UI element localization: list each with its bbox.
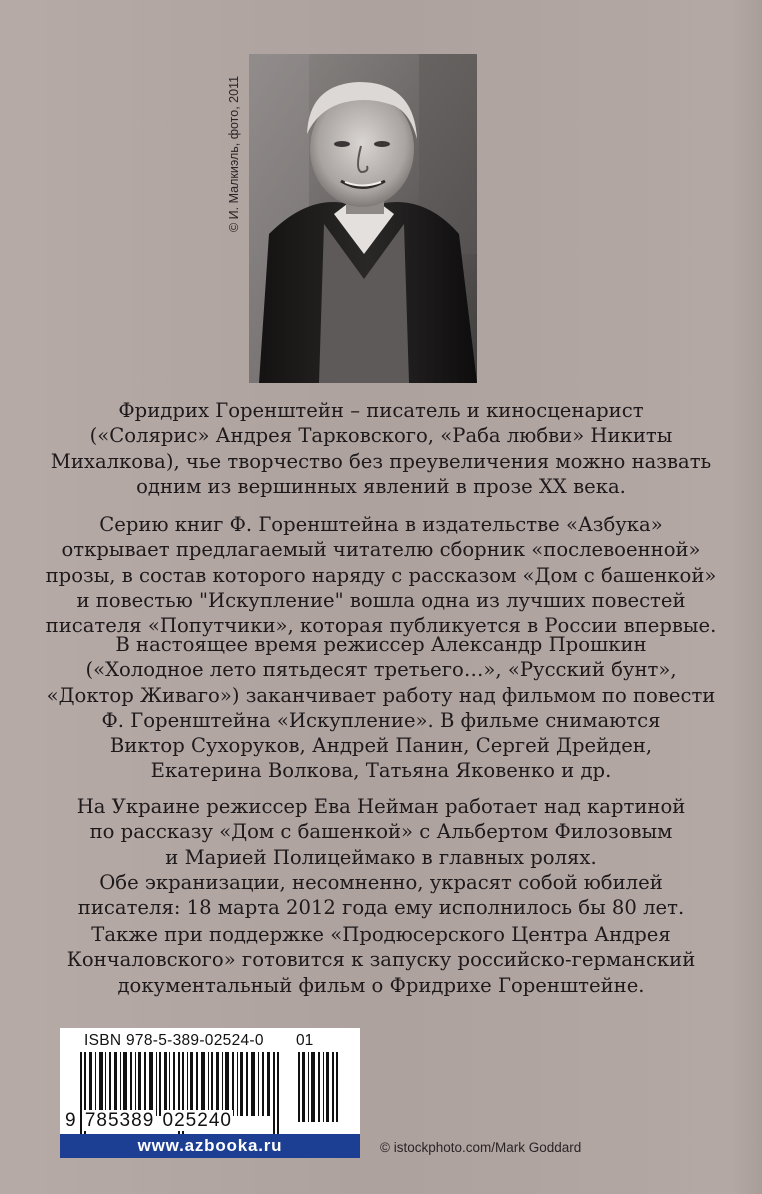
addon-bars (297, 1052, 339, 1122)
text-line: Михалкова), чье творчество без преувеличения можно назвать (50, 449, 712, 473)
text-line: Обе экранизации, несомненно, украсят собой юбилей (99, 870, 663, 894)
description-paragraph-1 (40, 398, 722, 499)
description-paragraph-3 (40, 632, 722, 784)
text-line: Серию книг Ф. Горенштейна в издательстве «Азбука» (99, 513, 663, 536)
text-line: Виктор Сухоруков, Андрей Панин, Сергей Дрейден, (109, 734, 653, 758)
publisher-website: www.azbooka.ru (60, 1134, 360, 1158)
text-line: и повестью "Искупление" вошла одна из лучших повестей (76, 588, 686, 612)
text-line: прозы, в состав которого наряду с рассказом «Дом с башенкой» (45, 563, 717, 587)
text-line: В настоящее время режиссер Александр Прошкин (115, 633, 647, 656)
ean-group-1: 785389 (84, 1110, 155, 1131)
text-line: Фридрих Горенштейн – писатель и киносценарист (118, 399, 644, 422)
ean-lead-digit: 9 (65, 1110, 77, 1131)
text-line: Также при поддержке «Продюсерского Центра Андрея (91, 923, 671, 946)
isbn-number: ISBN 978-5-389-02524-0 (84, 1032, 264, 1049)
barcode-addon-code: 01 (296, 1032, 314, 1049)
text-line: На Украине режиссер Ева Нейман работает над картиной (76, 795, 686, 818)
text-line: по рассказу «Дом с башенкой» с Альбертом Филозовым (89, 820, 673, 844)
ean-digits (64, 1110, 233, 1132)
ean-group-2: 025240 (162, 1110, 232, 1131)
text-line: одним из вершинных явлений в прозе XX века. (136, 474, 626, 498)
author-portrait-image (249, 54, 477, 383)
text-line: («Солярис» Андрея Тарковского, «Раба любви» Никиты (89, 424, 673, 448)
text-line: Ф. Горенштейна «Искупление». В фильме снимаются (101, 708, 661, 732)
text-line: Екатерина Волкова, Татьяна Яковенко и др. (150, 759, 612, 783)
text-line: писателя: 18 марта 2012 года ему исполнилось бы 80 лет. (77, 896, 685, 920)
description-paragraph-4 (40, 794, 722, 920)
text-line: писателя «Попутчики», которая публикуется в России впервые. (45, 614, 717, 638)
isbn-barcode (60, 1028, 360, 1158)
author-portrait (249, 54, 477, 383)
description-paragraph-5 (40, 922, 722, 998)
text-line: («Холодное лето пятьдесят третьего…», «Русский бунт», (85, 658, 677, 682)
text-line: открывает предлагаемый читателю сборник «послевоенной» (61, 538, 701, 562)
text-line: «Доктор Живаго») заканчивает работу над фильмом по повести (46, 683, 716, 707)
text-line: документальный фильм о Фридрихе Горенштейне. (117, 973, 645, 997)
text-line: и Марией Полицеймако в главных ролях. (165, 845, 597, 869)
photo-credit: © И. Малкиэль, фото, 2011 (227, 75, 241, 232)
text-line: Кончаловского» готовится к запуску российско-германский (66, 948, 696, 972)
stock-photo-credit: © istockphoto.com/Mark Goddard (380, 1140, 582, 1155)
description-paragraph-2 (40, 512, 722, 638)
